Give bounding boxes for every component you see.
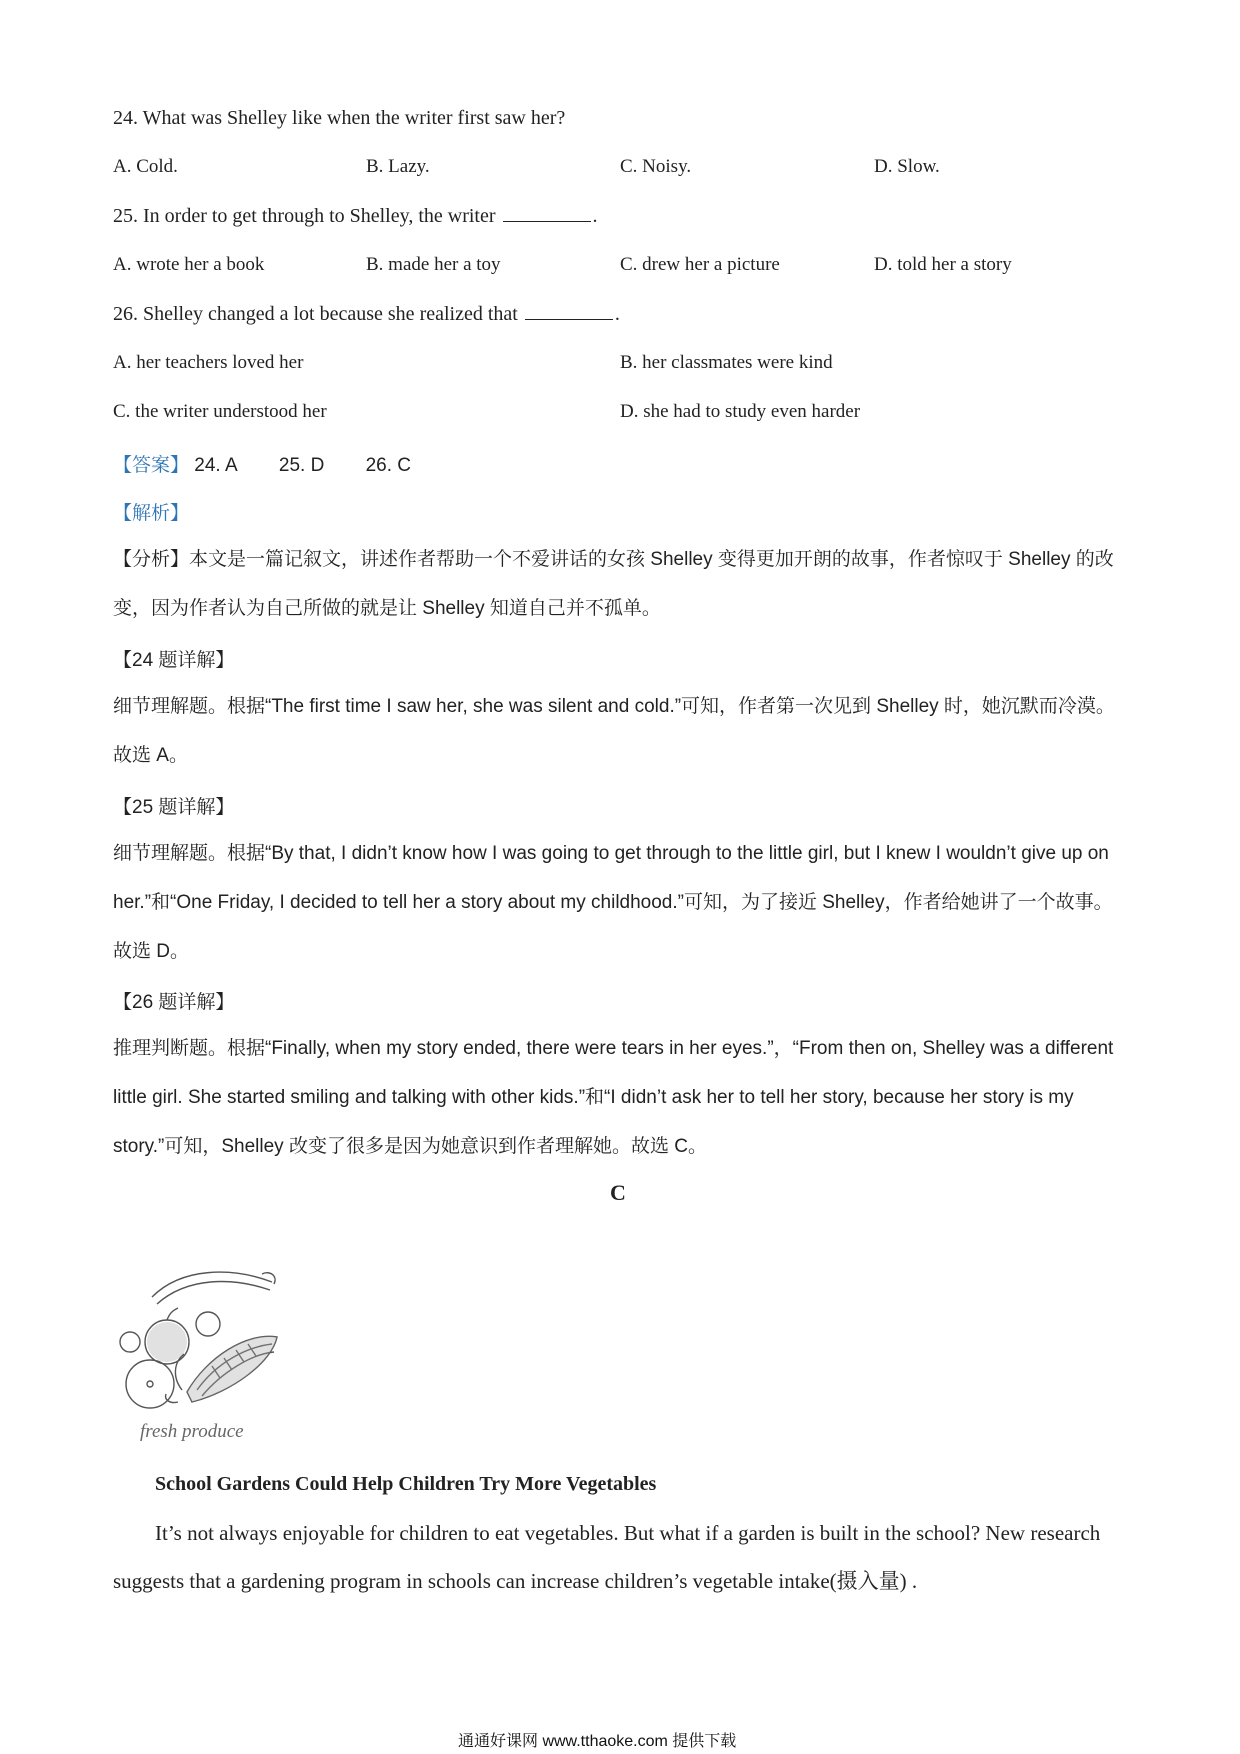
q25-option-a: A. wrote her a book xyxy=(113,254,265,275)
detail-25-heading: 【25 题详解】 xyxy=(113,797,235,818)
q26-option-c: C. the writer understood her xyxy=(113,401,327,422)
question-26-stem-end: . xyxy=(614,303,620,325)
page-footer: 通通好课网 www.tthaoke.com 提供下载 xyxy=(458,1733,737,1750)
answer-blank xyxy=(525,303,613,320)
q25-option-c: C. drew her a picture xyxy=(620,254,780,275)
question-25-stem-end: . xyxy=(592,205,598,227)
fresh-produce-illustration xyxy=(112,1262,292,1462)
detail-24-heading: 【24 题详解】 xyxy=(113,650,235,671)
article-paragraph: It’s not always enjoyable for children to eat vegetables. But what if a garden is built in the school? New research suggests that a gardening program in schools can increase children’s vegetable intake(摄入量) . xyxy=(113,1521,1101,1593)
article-title: School Gardens Could Help Children Try More Vegetables xyxy=(155,1473,657,1495)
analysis-paragraph xyxy=(113,535,1128,633)
q24-option-d: D. Slow. xyxy=(874,156,940,177)
q26-option-d: D. she had to study even harder xyxy=(620,401,861,422)
q25-option-b: B. made her a toy xyxy=(366,254,501,275)
detail-26-heading: 【26 题详解】 xyxy=(113,992,235,1013)
analysis-heading: 【分析】 xyxy=(113,549,190,570)
q24-option-c: C. Noisy. xyxy=(620,156,692,177)
detail-26-text: 推理判断题。根据“Finally, when my story ended, there were tears in her eyes.”，“From then on, Shelley was a different little girl. She started smiling and talking with other kids.”和“I didn’t ask her to tell her story, because her story is my story.”可知，Shelley 改变了很多是因为她意识到作者理解她。故选 C。 xyxy=(113,1038,1114,1157)
question-26-stem xyxy=(113,303,620,326)
detail-25-text: 细节理解题。根据“By that, I didn’t know how I was going to get through to the little girl, but I knew I wouldn’t give up on her.”和“One Friday, I decided to tell her a story about my childhood.”可知，为了接近 Shelley，作者给她讲了一个故事。故选 D。 xyxy=(113,843,1113,962)
answer-blank xyxy=(503,205,591,222)
answer-item: 25. D xyxy=(278,455,325,476)
detail-24-text: 细节理解题。根据“The first time I saw her, she was silent and cold.”可知，作者第一次见到 Shelley 时，她沉默而冷漠。故选 A。 xyxy=(113,696,1115,766)
answer-label: 【答案】 xyxy=(113,455,190,476)
q24-option-b: B. Lazy. xyxy=(366,156,430,177)
question-25-stem-text: 25. In order to get through to Shelley, the writer xyxy=(113,205,496,227)
q25-option-d: D. told her a story xyxy=(874,254,1012,275)
produce-sketch-icon xyxy=(112,1262,292,1412)
image-caption: fresh produce xyxy=(140,1421,244,1442)
section-letter: C xyxy=(610,1180,626,1205)
question-24-stem: 24. What was Shelley like when the writer first saw her? xyxy=(113,107,566,129)
analysis-text: 本文是一篇记叙文，讲述作者帮助一个不爱讲话的女孩 Shelley 变得更加开朗的故事，作者惊叹于 Shelley 的改变，因为作者认为自己所做的就是让 Shelley 知道自己并不孤单。 xyxy=(113,549,1114,619)
analysis-label: 【解析】 xyxy=(113,503,190,524)
answer-line xyxy=(113,450,447,477)
q24-option-a: A. Cold. xyxy=(113,156,178,177)
answer-item: 26. C xyxy=(365,455,412,476)
question-26-stem-text: 26. Shelley changed a lot because she realized that xyxy=(113,303,518,325)
answer-item: 24. A xyxy=(194,455,238,476)
q26-option-a: A. her teachers loved her xyxy=(113,352,304,373)
q26-option-b: B. her classmates were kind xyxy=(620,352,833,373)
question-25-stem xyxy=(113,205,598,228)
